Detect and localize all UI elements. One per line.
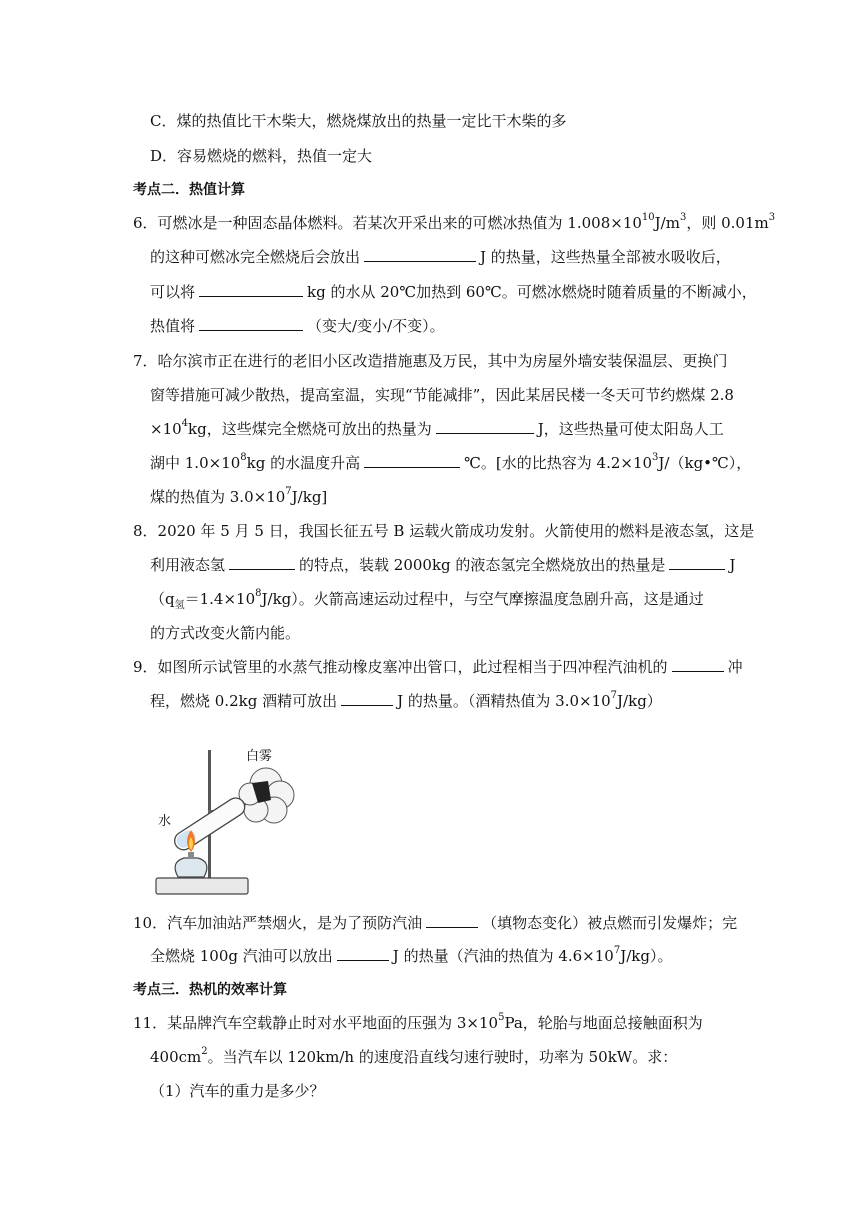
q11-line-1: 11．某品牌汽车空载静止时对水平地面的压强为 $3\times 10^5Pa$，轮胎与地面总接触面积为	[133, 1012, 703, 1032]
q11-line-2: $400cm^2$。当汽车以 120km/h 的速度沿直线匀速行驶时，功率为 50kW。求：	[150, 1046, 678, 1066]
experiment-figure	[148, 740, 308, 900]
answer-blank[interactable]	[364, 247, 476, 262]
option-d: D．容易燃烧的燃料，热值一定大	[150, 147, 373, 165]
q7-line-1: 7．哈尔滨市正在进行的老旧小区改造措施惠及万民，其中为房屋外墙安装保温层、更换门	[133, 352, 728, 370]
experiment-illustration	[148, 740, 308, 900]
q9-line-1: 9．如图所示试管里的水蒸气推动橡皮塞冲出管口，此过程相当于四冲程汽油机的 冲	[133, 658, 743, 676]
q8-line-3: $(q_氢=1.4\times 10^8J/kg)$。火箭高速运动过程中，与空气摩擦温度急剧升高，这是通过	[150, 588, 704, 611]
label-fog: 白雾	[246, 749, 273, 764]
answer-blank[interactable]	[364, 453, 460, 468]
answer-blank[interactable]	[341, 691, 393, 706]
q10-line-1: 10．汽车加油站严禁烟火，是为了预防汽油 （填物态变化）被点燃而引发爆炸；完	[133, 914, 738, 932]
q6-line-2: 的这种可燃冰完全燃烧后会放出 J 的热量，这些热量全部被水吸收后，	[150, 248, 731, 266]
section-heading-2: 考点二．热值计算	[133, 182, 245, 198]
q7-line-3: $\times 10^4kg$，这些煤完全燃烧可放出的热量为 J，这些热量可使太阳岛人工	[150, 418, 724, 438]
q8-line-2: 利用液态氢 的特点，装载 2000kg 的液态氢完全燃烧放出的热量是 J	[150, 556, 736, 574]
answer-blank[interactable]	[199, 316, 303, 331]
q11-line-3: （1）汽车的重力是多少？	[150, 1082, 325, 1100]
q6-line-1: 6．可燃冰是一种固态晶体燃料。若某次开采出来的可燃冰热值为 $1.008\times 10^{10}J/m^3$，则 $0.01m^3$	[133, 212, 776, 232]
answer-blank[interactable]	[199, 282, 303, 297]
q7-line-4: 湖中 $1.0\times 10^8kg$ 的水温度升高 ℃。[水的比热容为 $4.2\times 10^3J/(kg•℃)$，	[150, 452, 752, 472]
q10-line-2: 全燃烧 100g 汽油可以放出 J 的热量（汽油的热值为 $4.6\times 10^7J/kg$）。	[150, 945, 673, 965]
q7-line-5: 煤的热值为 $3.0\times 10^7J/kg$]	[150, 486, 328, 506]
option-c: C．煤的热值比干木柴大，燃烧煤放出的热量一定比干木柴的多	[150, 112, 567, 130]
answer-blank[interactable]	[426, 913, 478, 928]
label-water: 水	[158, 814, 172, 829]
q9-line-2: 程，燃烧 0.2kg 酒精可放出 J 的热量。（酒精热值为 $3.0\times 10^7J/kg$）	[150, 690, 662, 710]
q6-line-3: 可以将 kg 的水从 20℃加热到 60℃。可燃冰燃烧时随着质量的不断减小，	[150, 283, 757, 301]
section-heading-3: 考点三．热机的效率计算	[133, 982, 287, 998]
answer-blank[interactable]	[337, 946, 389, 961]
answer-blank[interactable]	[229, 555, 295, 570]
answer-blank[interactable]	[436, 419, 534, 434]
stand-base	[156, 878, 248, 894]
q6-line-4: 热值将 （变大/变小/不变）。	[150, 317, 445, 335]
alcohol-lamp-icon	[175, 858, 207, 877]
q8-line-1: 8．2020 年 5 月 5 日，我国长征五号 B 运载火箭成功发射。火箭使用的燃料是液态氢，这是	[133, 522, 755, 540]
answer-blank[interactable]	[669, 555, 725, 570]
answer-blank[interactable]	[672, 657, 724, 672]
q7-line-2: 窗等措施可减少散热，提高室温，实现“节能减排”，因此某居民楼一冬天可节约燃煤 2.8	[150, 386, 734, 404]
q8-line-4: 的方式改变火箭内能。	[150, 624, 301, 642]
